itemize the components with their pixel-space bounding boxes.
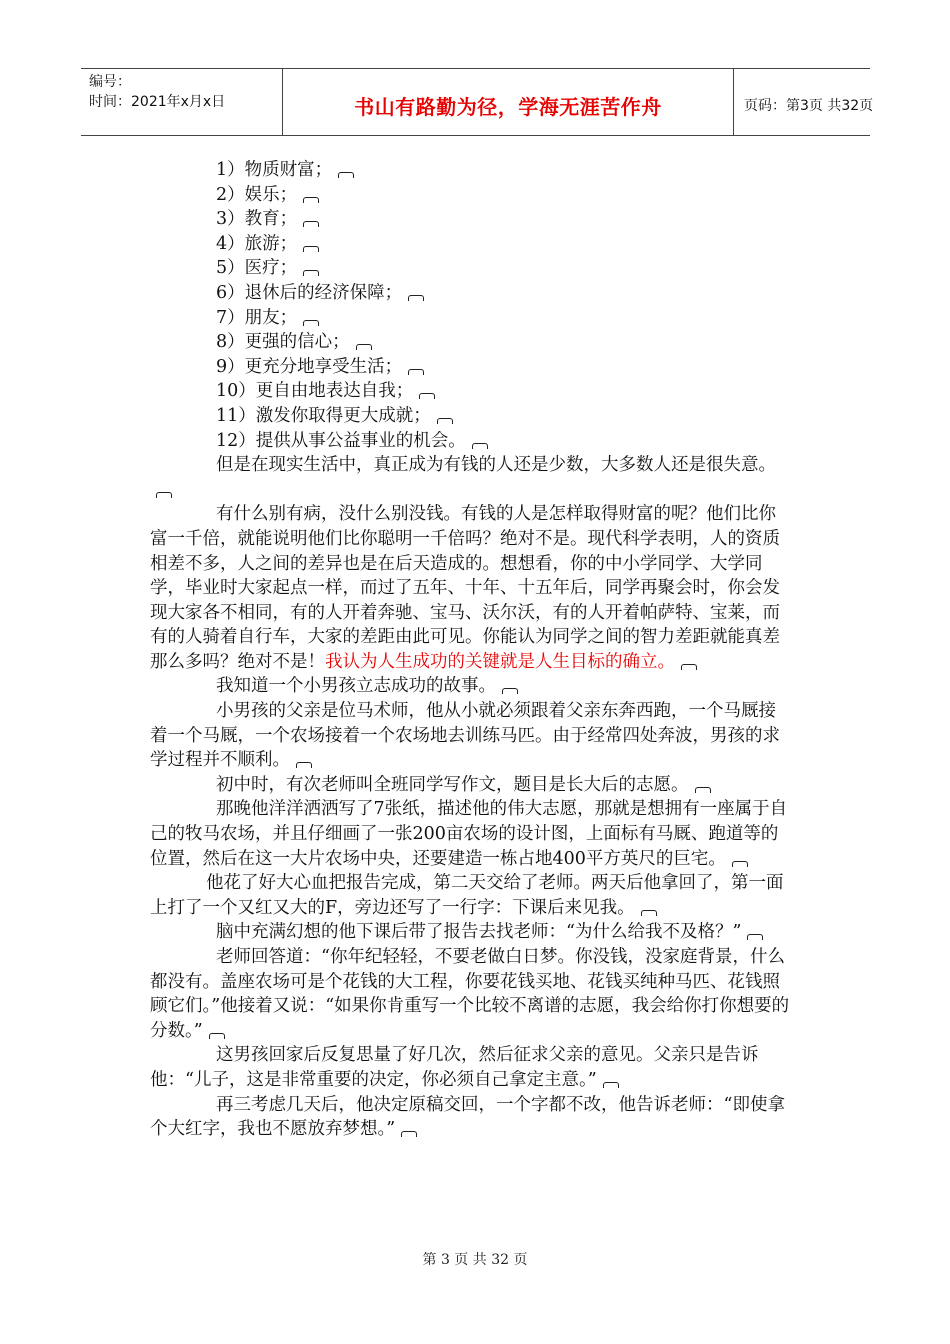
paragraph-mark-icon xyxy=(747,934,763,940)
list-item: 12）提供从事公益事业的机会。 xyxy=(150,429,790,454)
paragraph: 再三考虑几天后，他决定原稿交回，一个字都不改，他告诉老师：“即使拿个大红字，我也不愿放弃梦想。” xyxy=(150,1094,785,1140)
paragraph-mark-icon xyxy=(356,344,372,350)
header-motto: 书山有路勤为径，学海无涯苦作舟 xyxy=(354,95,662,119)
list-item: 8）更强的信心； xyxy=(150,330,790,355)
document-body xyxy=(150,158,790,1142)
list-item: 5）医疗； xyxy=(150,256,790,281)
paragraph-mark-icon xyxy=(695,787,711,793)
header-page-cell xyxy=(734,69,874,135)
list-item: 6）退休后的经济保障； xyxy=(150,281,790,306)
paragraph-mark-icon xyxy=(732,861,748,867)
paragraph: 那晚他洋洋洒洒写了7张纸，描述他的伟大志愿，那就是想拥有一座属于自己的牧马农场，并且仔细画了一张200亩农场的设计图，上面标有马厩、跑道等的位置，然后在这一大片农场中央，还要建造一栋占地400平方英尺的巨宅。 xyxy=(150,799,788,869)
paragraph-mark-icon xyxy=(681,664,697,670)
paragraph-mark-icon xyxy=(437,418,453,424)
paragraph-mark-icon xyxy=(303,320,319,326)
list-item: 11）激发你取得更大成就； xyxy=(150,404,790,429)
header-page-info: 页码：第3页 共32页 xyxy=(744,98,874,114)
paragraph-mark-icon xyxy=(641,910,657,916)
paragraph-mark-icon xyxy=(419,393,435,399)
page-header xyxy=(81,68,874,136)
list-item: 3）教育； xyxy=(150,207,790,232)
header-motto-cell xyxy=(283,69,734,135)
paragraph-mark-icon xyxy=(209,1033,225,1039)
header-meta xyxy=(81,69,283,135)
paragraph-mark-icon xyxy=(156,492,172,498)
paragraph: 但是在现实生活中，真正成为有钱的人还是少数，大多数人还是很失意。 xyxy=(150,453,790,502)
list-item: 9）更充分地享受生活； xyxy=(150,355,790,380)
paragraph-mark-icon xyxy=(303,221,319,227)
paragraph-mark-icon xyxy=(603,1082,619,1088)
paragraph: 初中时，有次老师叫全班同学写作文，题目是长大后的志愿。 xyxy=(150,773,790,798)
paragraph-mark-icon xyxy=(408,369,424,375)
paragraph-mark-icon xyxy=(338,172,354,178)
list-item: 2）娱乐； xyxy=(150,183,790,208)
page-footer: 第 3 页 共 32 页 xyxy=(422,1252,528,1268)
list-item: 1）物质财富； xyxy=(150,158,790,183)
paragraph-mark-icon xyxy=(296,762,312,768)
paragraph: 有什么别有病，没什么别没钱。有钱的人是怎样取得财富的呢？他们比你富一千倍，就能说明他们比你聪明一千倍吗？绝对不是。现代科学表明，人的资质相差不多，人之间的差异也是在后天造成的。想想看，你的中小学同学、大学同学，毕业时大家起点一样，而过了五年、十年、十五年后，同学再聚会时，你会发现大家各不相同，有的人开着奔驰、宝马、沃尔沃，有的人开着帕萨特、宝莱，而有的人骑着自行车，大家的差距由此可见。你能认为同学之间的智力差距就能真差那么多吗？绝对不是！我认为人生成功的关键就是人生目标的确立。 xyxy=(150,504,780,672)
highlighted-sentence: 我认为人生成功的关键就是人生目标的确立。 xyxy=(325,651,675,672)
paragraph: 老师回答道：“你年纪轻轻，不要老做白日梦。你没钱，没家庭背景，什么都没有。盖座农场可是个花钱的大工程，你要花钱买地、花钱买纯种马匹、花钱照顾它们。”他接着又说：“如果你肯重写一个比较不离谱的志愿，我会给你打你想要的分数。” xyxy=(150,947,790,1041)
paragraph-mark-icon xyxy=(472,443,488,449)
document-number-label: 编号： xyxy=(89,74,131,90)
paragraph-mark-icon xyxy=(303,246,319,252)
paragraph: 这男孩回家后反复思量了好几次，然后征求父亲的意见。父亲只是告诉他：“儿子，这是非常重要的决定，你必须自己拿定主意。” xyxy=(150,1045,759,1090)
paragraph: 小男孩的父亲是位马术师，他从小就必须跟着父亲东奔西跑，一个马厩接着一个马厩，一个农场接着一个农场地去训练马匹。由于经常四处奔波，男孩的求学过程并不顺利。 xyxy=(150,701,780,771)
paragraph: 他花了好大心血把报告完成，第二天交给了老师。两天后他拿回了，第一面上打了一个又红又大的F，旁边还写了一行字：下课后来见我。 xyxy=(150,873,784,918)
paragraph: 脑中充满幻想的他下课后带了报告去找老师：“为什么给我不及格？” xyxy=(150,920,790,945)
paragraph-mark-icon xyxy=(303,270,319,276)
paragraph-mark-icon xyxy=(303,197,319,203)
paragraph-mark-icon xyxy=(401,1131,417,1137)
paragraph: 我知道一个小男孩立志成功的故事。 xyxy=(150,674,790,699)
list-item: 10）更自由地表达自我； xyxy=(150,379,790,404)
paragraph-mark-icon xyxy=(408,295,424,301)
list-item: 4）旅游； xyxy=(150,232,790,257)
paragraph-mark-icon xyxy=(502,688,518,694)
list-item: 7）朋友； xyxy=(150,306,790,331)
document-date: 时间：2021年x月x日 xyxy=(89,94,226,110)
